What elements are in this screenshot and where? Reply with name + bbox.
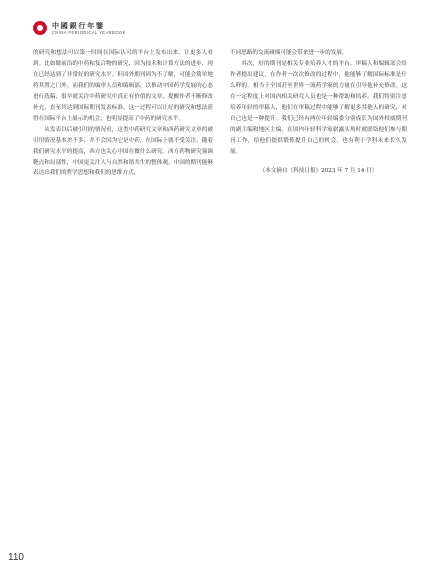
right-paragraph-2: 其次，好的期刊是相关专业培养人才的平台。审稿人和编辑部会给作者提出建议，在作者一次次修改的过程中，他能够了解国际标准是什么样的，相当于全国甚至世界一流药学家的力量在引导他补充修改。这在一定程度上对国内相关研究人员也是一种帮助和培养。我们特别注意培养年轻的审稿人，他们在审稿过程中能够了解更多其他人的研究，对自己也是一种提升。我们已经有两位年轻编委分别成长为国外权威期刊的副主编和地区主编。在国内年轻科学家崭露头角时就联络他们参与期刊工作，给他们提供锻炼提升自己的机会，也有利于学科未来长久发展。 — [230, 60, 407, 155]
right-column — [230, 48, 407, 176]
left-paragraph-1: 的研究和想法可以第一时间在国际认可的平台上发布出来，让更多人看到。比如做前沿的中药和复合物的研究，因为技术和计算方法的进步，现在已经达到了非常好的研究水平。但国外期刊因为不了解，可能会简单地将其置之门外。而我们的编审人员和编辑部，以推动中国药学发展的心态进行选稿，很早就关注中药研究中真正有价值的文章，提醒作者不断修改补充，直至其达到国际期刊发表标准。这一过程可以让好的研究和想法获得在国际平台上展示的机会，也明显提高了中药的研究水平。 — [33, 50, 213, 122]
left-column — [33, 48, 213, 179]
yearbook-header — [33, 20, 126, 36]
yearbook-logo-icon — [33, 21, 47, 35]
brand-title-cn: 中國銀行年鑒 — [52, 21, 105, 30]
yearbook-brand — [52, 22, 126, 35]
left-paragraph-2: 从发表以后被引用的情况看，这类中药研究文章和西药研究文章的被引用情况基本差不多，并不会因为它是中药，在国际上就不受关注。随着我们研究水平的提高，西方也关心中国在做什么研究。西方药物研究强调靶点和局部性，中国更关注人与自然和谐共生的整体观。中国的期刊能够表达出我们的哲学思想和我们的思维方式， — [33, 126, 213, 177]
brand-title-en: CHINA PERIODICAL YEARBOOK — [52, 29, 126, 35]
right-paragraph-1: 不同思路的交流碰撞可能会带来进一步的发展。 — [230, 50, 348, 56]
source-note: （本文摘自《科技日报》2023 年 7 月 14 日） — [259, 167, 378, 174]
page-number: 110 — [8, 552, 24, 563]
